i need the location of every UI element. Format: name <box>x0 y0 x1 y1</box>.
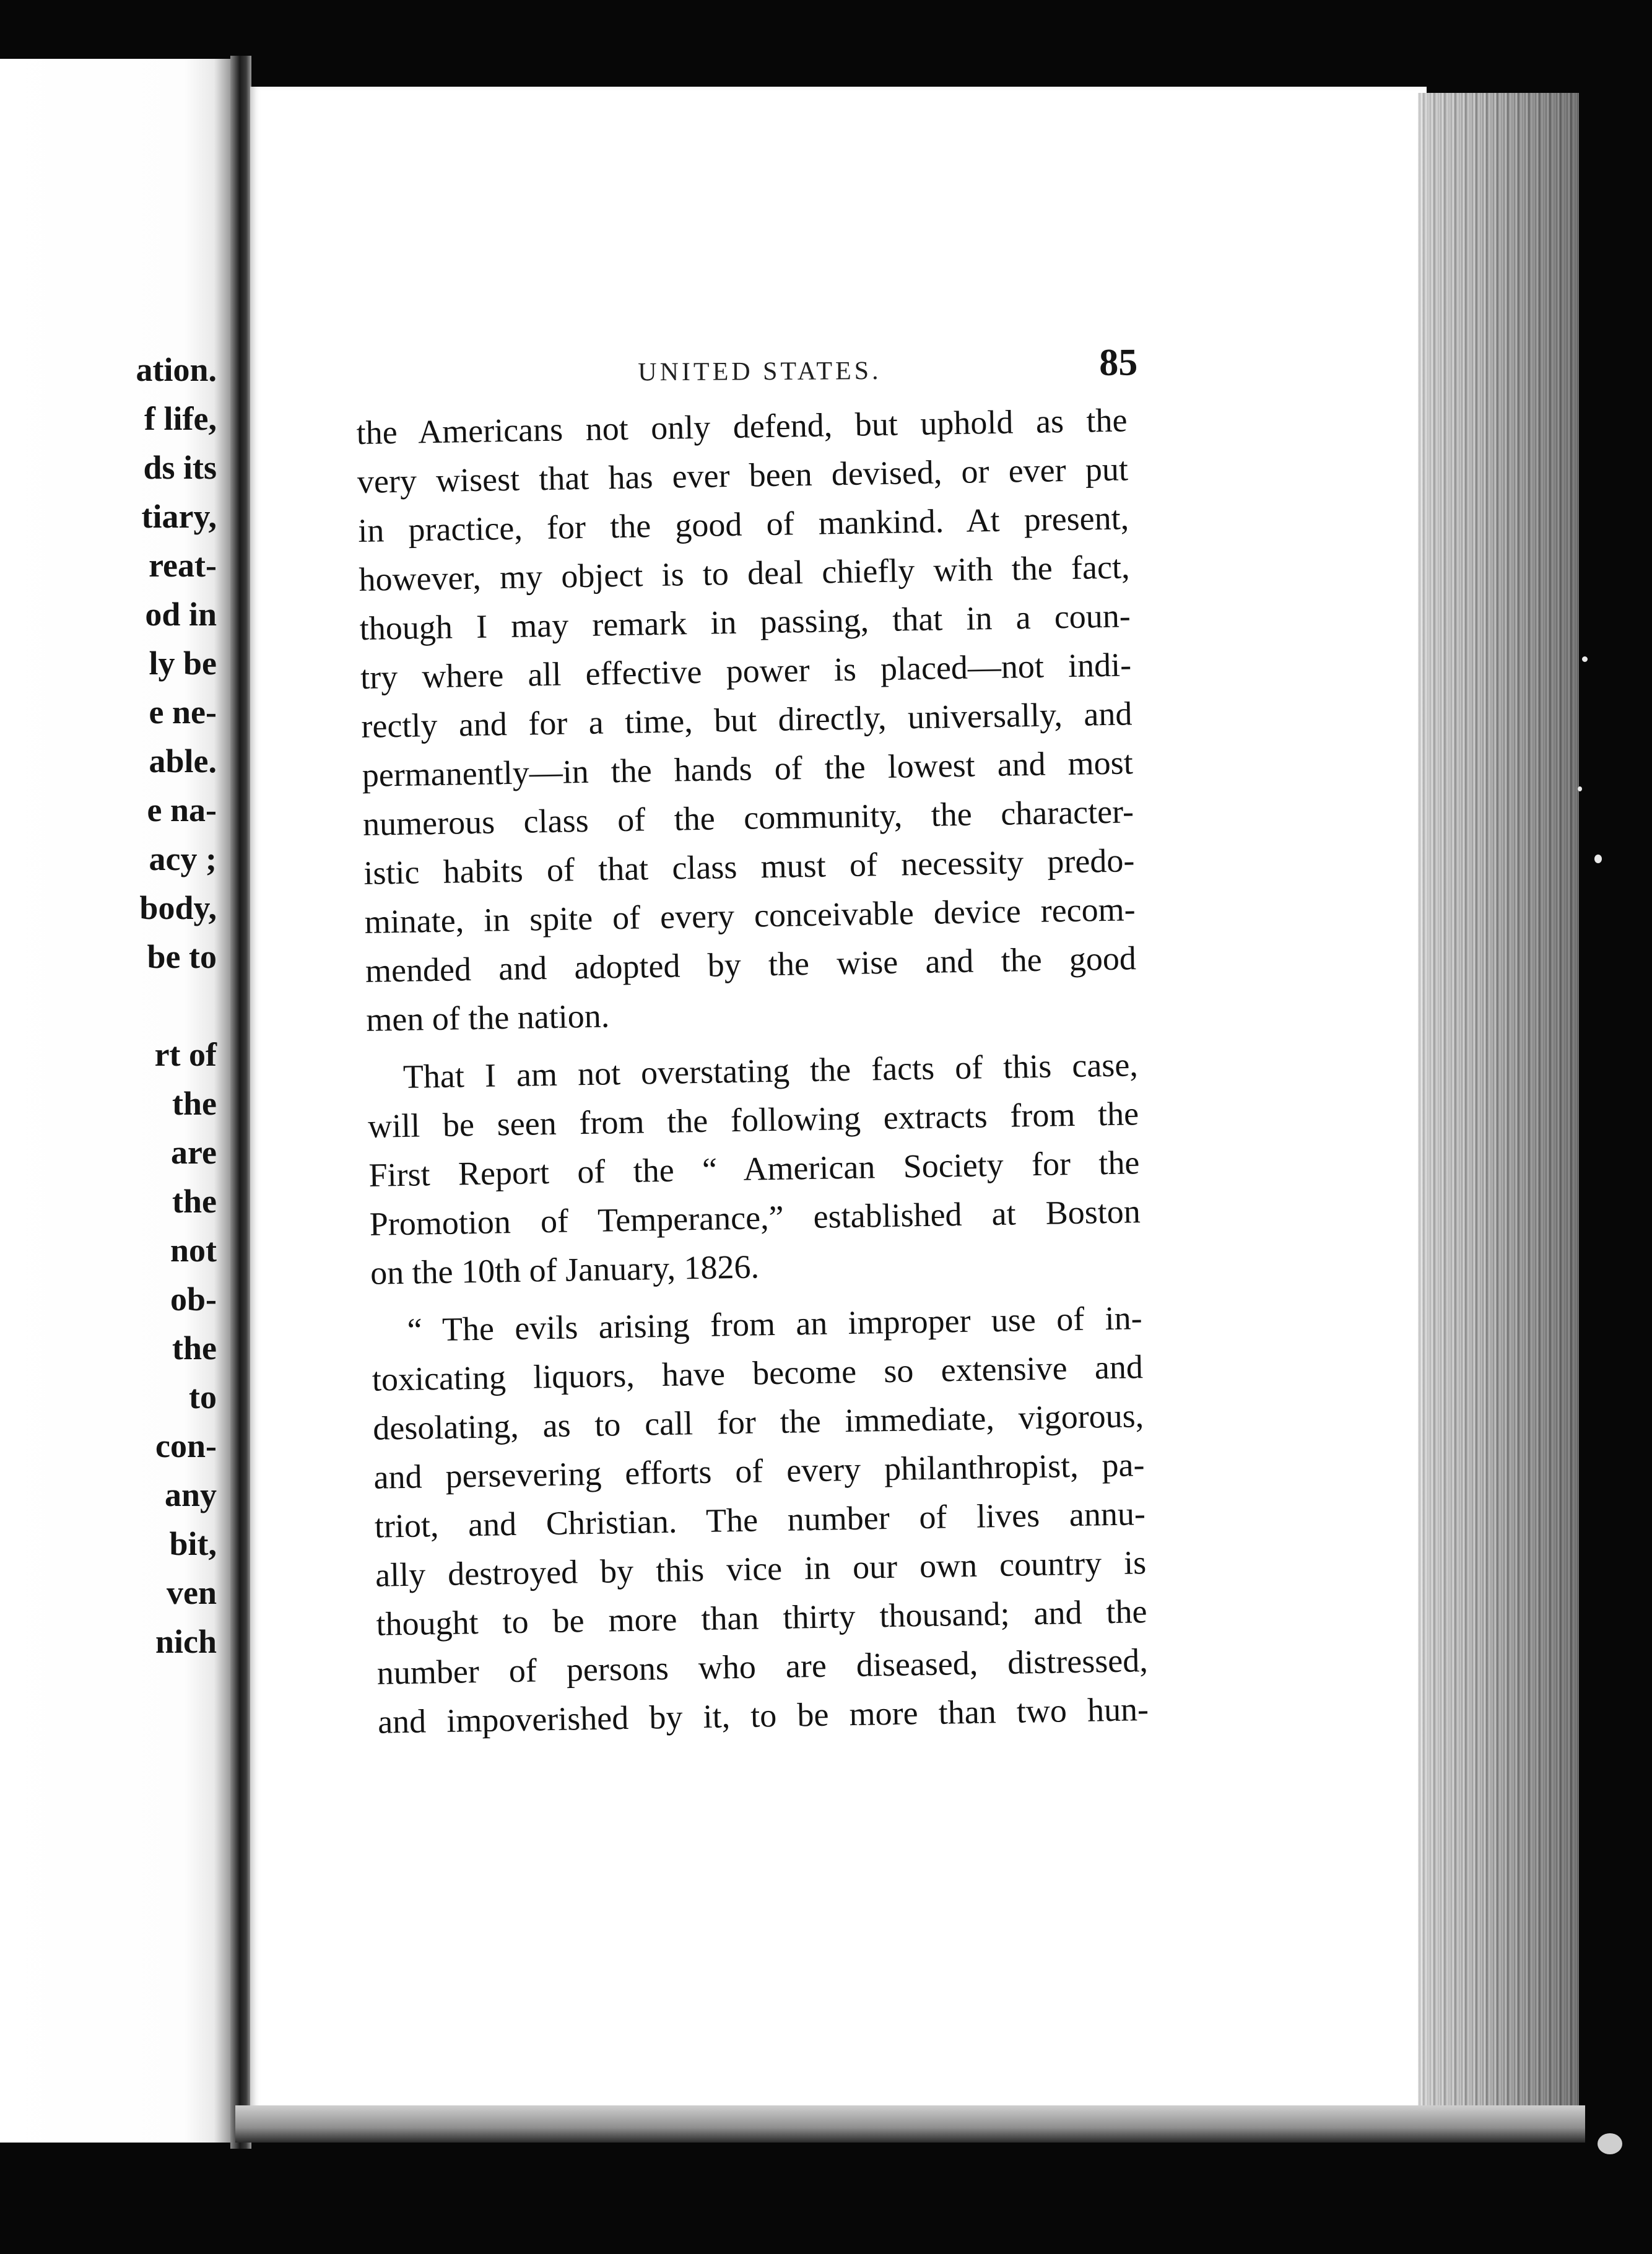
left-page-line: f life, <box>144 400 217 437</box>
edge-speck <box>1594 855 1602 863</box>
text-line: ally destroyed by this vice in our own country is <box>375 1544 1147 1594</box>
left-page-line: ob- <box>170 1281 217 1318</box>
text-line: thought to be more than thirty thousand; and the <box>376 1593 1147 1643</box>
text-line: and impoverished by it, to be more than two hun- <box>377 1690 1149 1741</box>
left-page-line: the <box>172 1085 217 1122</box>
left-page-line: tiary, <box>141 498 217 535</box>
left-page-line: ly be <box>149 645 217 682</box>
text-line: though I may remark in passing, that in a coun- <box>359 597 1131 647</box>
page-edges-shading <box>1418 93 1579 2105</box>
left-page-line: rt of <box>154 1036 217 1073</box>
text-line: minate, in spite of every conceivable device recom- <box>364 890 1136 941</box>
left-page-line: not <box>170 1232 217 1269</box>
previous-page-fragment <box>0 59 230 2143</box>
text-line: and persevering efforts of every philanthropist, pa- <box>373 1446 1145 1496</box>
left-page-line: od in <box>145 596 217 633</box>
left-page-line: e ne- <box>149 694 217 731</box>
text-line: will be seen from the following extracts from the <box>367 1095 1139 1145</box>
text-line: numerous class of the community, the character- <box>362 793 1134 843</box>
text-line: desolating, as to call for the immediate, vigorous, <box>372 1397 1144 1447</box>
edge-speck <box>1582 656 1588 662</box>
text-line: in practice, for the good of mankind. At present, <box>357 499 1129 549</box>
left-page-line: acy ; <box>149 840 217 877</box>
left-page-line: con- <box>155 1427 217 1464</box>
text-line: try where all effective power is placed—not indi- <box>360 646 1132 696</box>
page-header <box>375 337 1146 404</box>
body-text <box>356 396 1149 1746</box>
bottom-page-edge <box>235 2105 1585 2143</box>
text-line: That I am not overstating the facts of this case, <box>402 1046 1139 1095</box>
left-page-line: any <box>164 1476 217 1513</box>
left-page-line: to <box>189 1378 217 1416</box>
left-page-line: ven <box>167 1574 217 1611</box>
left-page-line: ds its <box>143 449 217 486</box>
left-page-line: the <box>172 1183 217 1220</box>
text-line: mended and adopted by the wise and the good <box>365 939 1137 990</box>
text-line: the Americans not only defend, but uphold as the <box>356 401 1128 451</box>
left-page-line: the <box>172 1329 217 1367</box>
left-page-line: ation. <box>136 351 217 388</box>
left-page-line: are <box>171 1134 217 1171</box>
left-page-line: nich <box>155 1623 217 1660</box>
text-line: number of persons who are diseased, distressed, <box>376 1642 1149 1692</box>
left-page-line: be to <box>147 938 217 975</box>
running-head: UNITED STATES. <box>638 357 882 387</box>
text-line: very wisest that has ever been devised, or ever put <box>357 450 1129 500</box>
text-line: men of the nation. <box>365 997 610 1038</box>
text-line: rectly and for a time, but directly, universally, and <box>361 695 1132 745</box>
text-line: istic habits of that class must of necessity predo- <box>363 842 1135 892</box>
edge-speck <box>1578 786 1582 791</box>
left-page-line: body, <box>139 889 217 926</box>
text-line: First Report of the “ American Society for the <box>368 1144 1140 1194</box>
page-number: 85 <box>1099 341 1138 384</box>
left-page-line: bit, <box>169 1525 217 1562</box>
text-line: “ The evils arising from an improper use of in- <box>407 1299 1143 1349</box>
text-line: permanently—in the hands of the lowest and most <box>362 744 1134 794</box>
left-page-line: able. <box>149 742 217 780</box>
left-page-line: reat- <box>149 547 217 584</box>
text-line: Promotion of Temperance,” established at Boston <box>369 1193 1141 1243</box>
left-page-line: e na- <box>147 791 217 829</box>
edge-speck <box>1598 2133 1622 2154</box>
text-line: however, my object is to deal chiefly with the fact, <box>359 548 1130 598</box>
book-gutter <box>230 56 251 2149</box>
text-line: toxicating liquors, have become so extensive and <box>372 1348 1144 1398</box>
text-line: triot, and Christian. The number of lives annu- <box>374 1495 1146 1545</box>
text-line: on the 10th of January, 1826. <box>370 1248 760 1292</box>
